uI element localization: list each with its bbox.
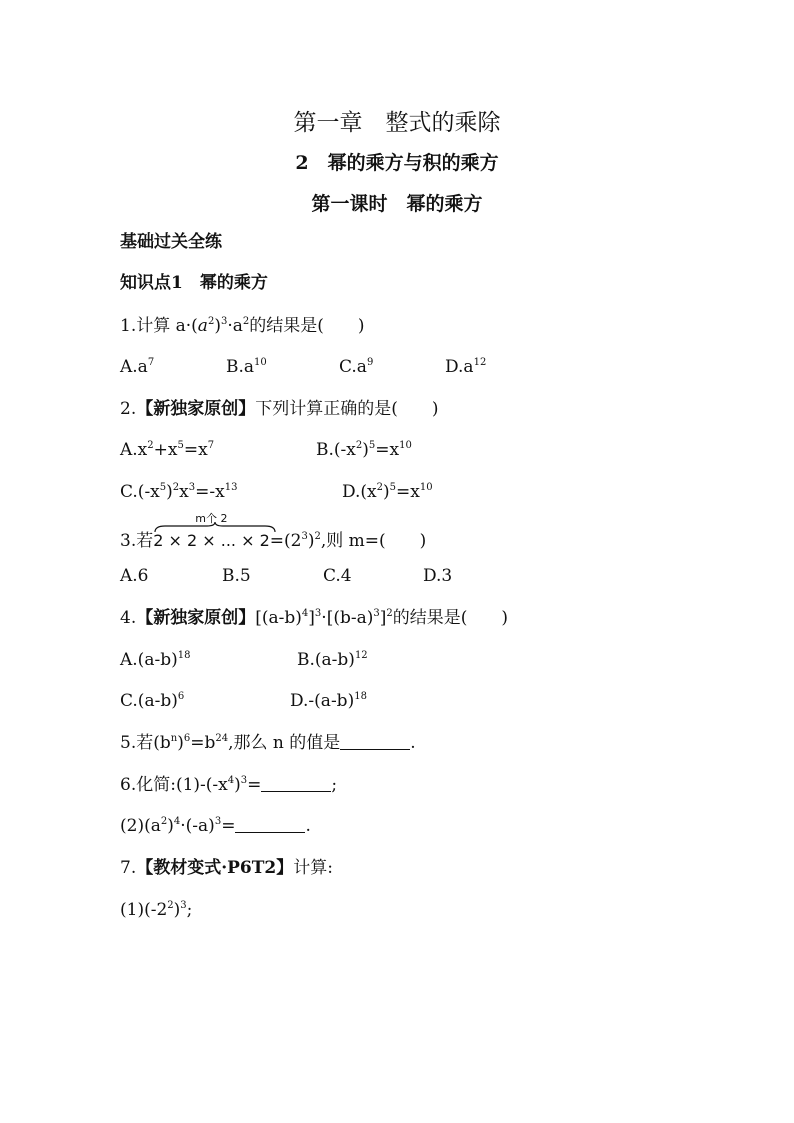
q1-option-c: $C.a^9$ (339, 357, 374, 377)
question-6-part-2: $(2)(a^2)^4\cdot(-a)^3=$ . (120, 816, 311, 836)
knowledge-point-title: 知识点1 幂的乘方 (120, 273, 268, 293)
answer-blank[interactable] (340, 735, 410, 750)
question-4: 4.【新独家原创】$[(a-b)^4]^3\cdot[(b-a)^3]^2$的结果是( ) (120, 608, 509, 628)
brace-label: m个 2 (195, 512, 228, 525)
q3-option-a: A.6 (120, 566, 149, 586)
question-7: 7.【教材变式·P6T2】计算: (120, 858, 333, 878)
q4-tag: 【新独家原创】 (136, 608, 256, 628)
q3-option-d: D.3 (423, 566, 453, 586)
answer-blank[interactable] (261, 777, 331, 792)
practice-title: 基础过关全练 (120, 232, 222, 252)
q3-option-c: C.4 (323, 566, 352, 586)
question-6-part-1: 6.化简$:(1)-(-x^4)^3=$ ; (120, 775, 338, 795)
q2-option-a: $A.x^2+x^5=x^7$ (120, 440, 215, 460)
section-title: 2 幂的乘方与积的乘方 (295, 152, 499, 174)
question-1: 1.计算 $a\cdot(a^2)^3\cdot a^2$的结果是( ) (120, 316, 365, 336)
q2-option-b: $B.(-x^2)^5=x^{10}$ (316, 440, 412, 460)
question-5: 5.若$(b^n)^6=b^{24}$,那么 n 的值是 . (120, 733, 416, 753)
q1-option-b: $B.a^{10}$ (226, 357, 267, 377)
q4-option-d: $D.-(a-b)^{18}$ (290, 691, 367, 711)
q4-option-a: $A.(a-b)^{18}$ (120, 650, 191, 670)
q1-option-d: $D.a^{12}$ (445, 357, 487, 377)
overbrace-icon (153, 521, 277, 533)
question-2: 2.【新独家原创】下列计算正确的是( ) (120, 399, 439, 419)
q4-option-b: $B.(a-b)^{12}$ (297, 650, 368, 670)
question-3: 3.若 m个 2 2 × 2 × ... × $2=(2^3)^2$,则 m=( ) (120, 531, 426, 551)
q4-option-c: $C.(a-b)^6$ (120, 691, 185, 711)
overbrace-product: m个 2 2 × 2 × ... × 2 (153, 531, 270, 551)
question-7-part-1: $(1)(-2^2)^3$; (120, 900, 193, 920)
q3-option-b: B.5 (222, 566, 251, 586)
chapter-title: 第一章 整式的乘除 (293, 110, 501, 136)
q2-option-d: $D.(x^2)^5=x^{10}$ (342, 482, 433, 502)
q7-tag: 【教材变式·P6T2】 (136, 858, 294, 878)
q2-option-c: $C.(-x^5)^2x^3=-x^{13}$ (120, 482, 238, 502)
answer-blank[interactable] (235, 818, 305, 833)
q1-option-a: $A.a^7$ (120, 357, 155, 377)
lesson-title: 第一课时 幂的乘方 (311, 193, 483, 215)
q2-tag: 【新独家原创】 (136, 399, 256, 419)
